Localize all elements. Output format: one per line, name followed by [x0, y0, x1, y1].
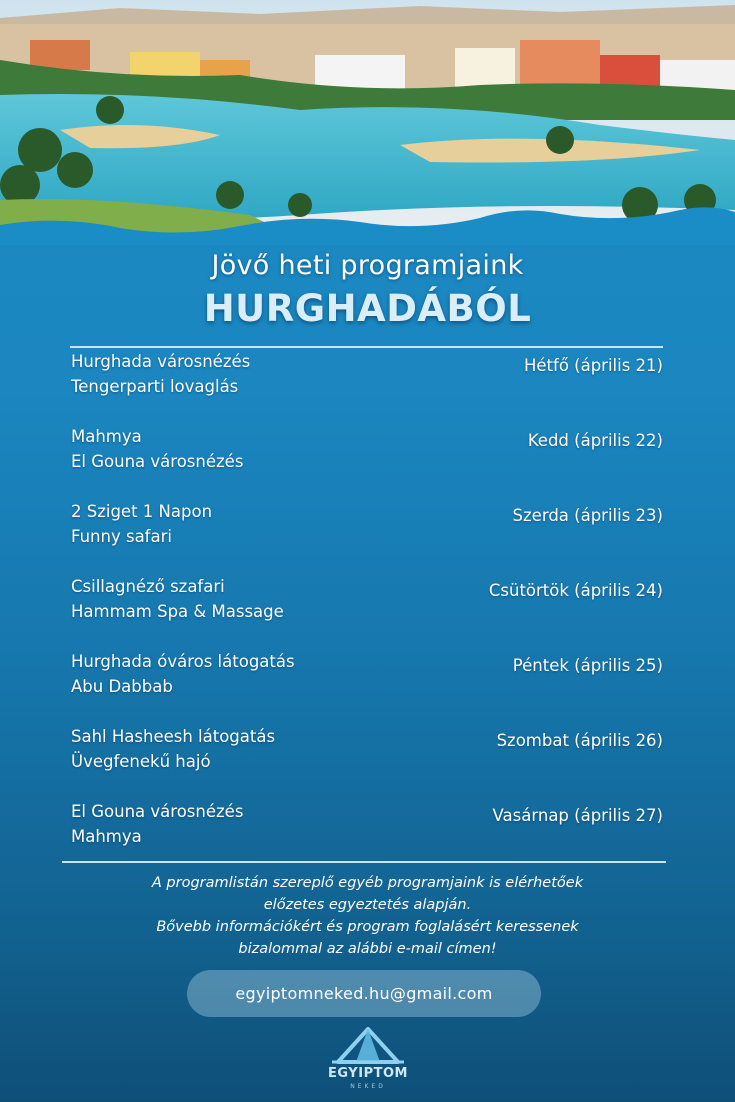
- email-button[interactable]: egyiptomneked.hu@gmail.com: [187, 970, 541, 1017]
- title-location: HURGHADÁBÓL: [203, 287, 532, 330]
- day-label: Csütörtök (április 24): [488, 581, 663, 600]
- program-name: Sahl Hasheesh látogatás: [71, 727, 276, 746]
- program-name: 2 Sziget 1 Napon: [71, 502, 213, 521]
- schedule-row-monday: [71, 352, 663, 427]
- pyramid-logo-icon: [318, 1026, 418, 1066]
- program-name: Hammam Spa & Massage: [71, 602, 284, 621]
- program-name: Csillagnéző szafari: [71, 577, 225, 596]
- title-line-1: Jövő heti programjaink: [211, 250, 524, 281]
- bottom-divider: [62, 861, 666, 863]
- schedule-row-wednesday: [71, 502, 663, 577]
- schedule-row-saturday: [71, 727, 663, 802]
- schedule-row-friday: [71, 652, 663, 727]
- logo-subtitle: NEKED: [350, 1083, 386, 1090]
- program-name: Mahmya: [71, 427, 142, 446]
- info-note: [0, 872, 735, 960]
- weekly-schedule: [71, 352, 663, 877]
- brand-logo: [318, 1026, 418, 1092]
- day-label: Szombat (április 26): [496, 731, 663, 750]
- top-divider: [70, 346, 663, 348]
- program-name: El Gouna városnézés: [71, 802, 244, 821]
- day-label: Vasárnap (április 27): [492, 806, 663, 825]
- schedule-row-thursday: [71, 577, 663, 652]
- day-label: Kedd (április 22): [527, 431, 663, 450]
- day-label: Péntek (április 25): [512, 656, 663, 675]
- program-name: Mahmya: [71, 827, 142, 846]
- day-label: Hétfő (április 21): [523, 356, 663, 375]
- program-name: Tengerparti lovaglás: [71, 377, 239, 396]
- schedule-row-sunday: [71, 802, 663, 877]
- note-line: Bővebb információkért és program foglalásért keressenek: [156, 919, 579, 935]
- program-name: Funny safari: [71, 527, 172, 546]
- note-line: előzetes egyeztetés alapján.: [263, 897, 472, 913]
- program-name: El Gouna városnézés: [71, 452, 244, 471]
- program-name: Hurghada városnézés: [71, 352, 251, 371]
- program-name: Abu Dabbab: [71, 677, 173, 696]
- note-line: A programlistán szereplő egyéb programjaink is elérhetőek: [151, 875, 584, 891]
- schedule-row-tuesday: [71, 427, 663, 502]
- program-name: Üvegfenekű hajó: [71, 752, 211, 771]
- program-name: Hurghada óváros látogatás: [71, 652, 295, 671]
- logo-wordmark: EGYIPTOM: [328, 1066, 408, 1081]
- day-label: Szerda (április 23): [512, 506, 663, 525]
- note-line: bizalommal az alábbi e-mail címen!: [238, 941, 497, 957]
- hero-image: [0, 0, 735, 245]
